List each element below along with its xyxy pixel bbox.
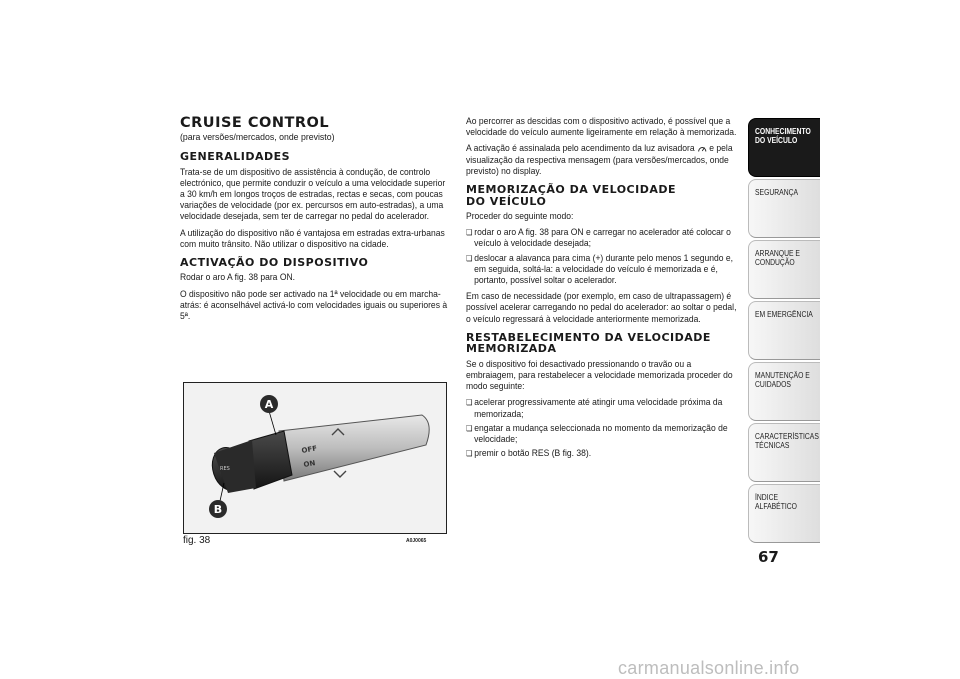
list-item: ❏ acelerar progressivamente até atingir uma velocidade próxima da memorizada; (466, 397, 746, 419)
list-item: ❏ premir o botão RES (B fig. 38). (466, 448, 746, 459)
off-marking: OFF (300, 444, 318, 455)
right-column (466, 116, 738, 464)
section-heading-activacao: ACTIVAÇÃO DO DISPOSITIVO (180, 255, 369, 269)
tab-label: SEGURANÇA (755, 188, 799, 197)
tab-arranque[interactable] (748, 240, 820, 299)
tab-seguranca[interactable] (748, 179, 820, 238)
figure-caption: fig. 38 (183, 535, 211, 546)
page-title: CRUISE CONTROL (180, 115, 330, 131)
paragraph: O dispositivo não pode ser activado na 1ª velocidade ou em marcha-atrás: é aconselhável activá-lo com velocidades iguais ou superiores à 5ª. (180, 288, 448, 323)
list-item: ❏ engatar a mudança seleccionada no momento da memorização de velocidade; (466, 423, 746, 445)
paragraph: Em caso de necessidade (por exemplo, em caso de ultrapassagem) é possível acelerar carregando no pedal do acelerador: ao soltar o pedal, o veículo regressará à velocidade anteriormente memorizada. (466, 291, 737, 325)
tab-label: ÍNDICE ALFABÉTICO (755, 493, 797, 511)
cruise-control-warning-icon (697, 144, 707, 153)
paragraph: Proceder do seguinte modo: (466, 211, 574, 223)
tab-label: CONHECIMENTO DO VEÍCULO (755, 127, 811, 145)
heading-line: RESTABELECIMENTO DA VELOCIDADE (466, 330, 711, 344)
paragraph: Se o dispositivo foi desactivado pressionando o travão ou a embraiagem, para restabelecer a velocidade memorizada proceder do modo seguinte: (466, 358, 733, 393)
lever-illustration (184, 383, 446, 533)
callout-a-label: A (264, 398, 274, 411)
tab-emergencia[interactable] (748, 301, 820, 360)
heading-line: DO VEÍCULO (466, 194, 547, 208)
page-subtitle: (para versões/mercados, onde previsto) (180, 132, 335, 143)
heading-line: MEMORIZAÇÃO DA VELOCIDADE (466, 183, 677, 197)
on-marking: ON (302, 459, 316, 469)
tab-conhecimento[interactable] (748, 118, 820, 177)
res-marking: RES (220, 466, 230, 472)
paragraph: A utilização do dispositivo não é vantajosa em estradas extra-urbanas com muito trânsito. Não utilizar o dispositivo na cidade. (180, 227, 445, 250)
tab-caracteristicas[interactable] (748, 423, 820, 482)
tab-label: ARRANQUE E CONDUÇÃO (755, 249, 800, 267)
paragraph-text: A activação é assinalada pelo acendimento da luz avisadora (466, 143, 695, 155)
tab-manutencao[interactable] (748, 362, 820, 421)
paragraph-warning-light (466, 143, 738, 177)
figure-cruise-control-lever (183, 382, 447, 534)
tab-label: CARACTERÍSTICAS TÉCNICAS (755, 432, 819, 450)
left-column (180, 116, 452, 327)
arrow-down-icon (334, 471, 346, 477)
tab-label: MANUTENÇÃO E CUIDADOS (755, 371, 810, 389)
bullet-list (466, 397, 738, 459)
figure-code: A0J0065 (406, 538, 427, 544)
section-heading-restabelecimento (466, 332, 738, 355)
section-heading-generalidades: GENERALIDADES (180, 150, 291, 163)
callout-b-label: B (213, 503, 223, 516)
tab-indice[interactable] (748, 484, 820, 543)
chapter-tabs (748, 118, 820, 545)
paragraph-text: e pela visualização da respectiva mensagem (para versões/mercados, onde previsto) no display. (466, 143, 733, 177)
bullet-list (466, 227, 738, 286)
list-item: ❏ rodar o aro A fig. 38 para ON e carregar no acelerador até colocar o veículo à velocidade desejada; (466, 227, 746, 249)
paragraph: Rodar o aro A fig. 38 para ON. (180, 272, 296, 284)
paragraph: Ao percorrer as descidas com o dispositivo activado, é possível que a velocidade do veículo aumente ligeiramente em relação à memorizada. (466, 116, 737, 139)
section-heading-memorizacao (466, 184, 738, 207)
watermark: carmanualsonline.info (618, 658, 800, 678)
heading-line: MEMORIZADA (466, 342, 557, 356)
list-item: ❏ deslocar a alavanca para cima (+) durante pelo menos 1 segundo e, em seguida, soltá-la: a velocidade do veículo é memorizada e é, portanto, possível soltar o acelerador. (466, 253, 746, 287)
paragraph: Trata-se de um dispositivo de assistência à condução, de controlo electrónico, que permite conduzir o veículo a uma velocidade superior a 30 km/h em longos troços de estradas, rectas e secas, com poucas variações de velocidade (por ex. percursos em auto-estradas), a uma velocidade desejada, sem ter de carregar no pedal do acelerador. (180, 166, 446, 223)
page-number: 67 (758, 548, 779, 566)
tab-label: EM EMERGÊNCIA (755, 310, 813, 319)
